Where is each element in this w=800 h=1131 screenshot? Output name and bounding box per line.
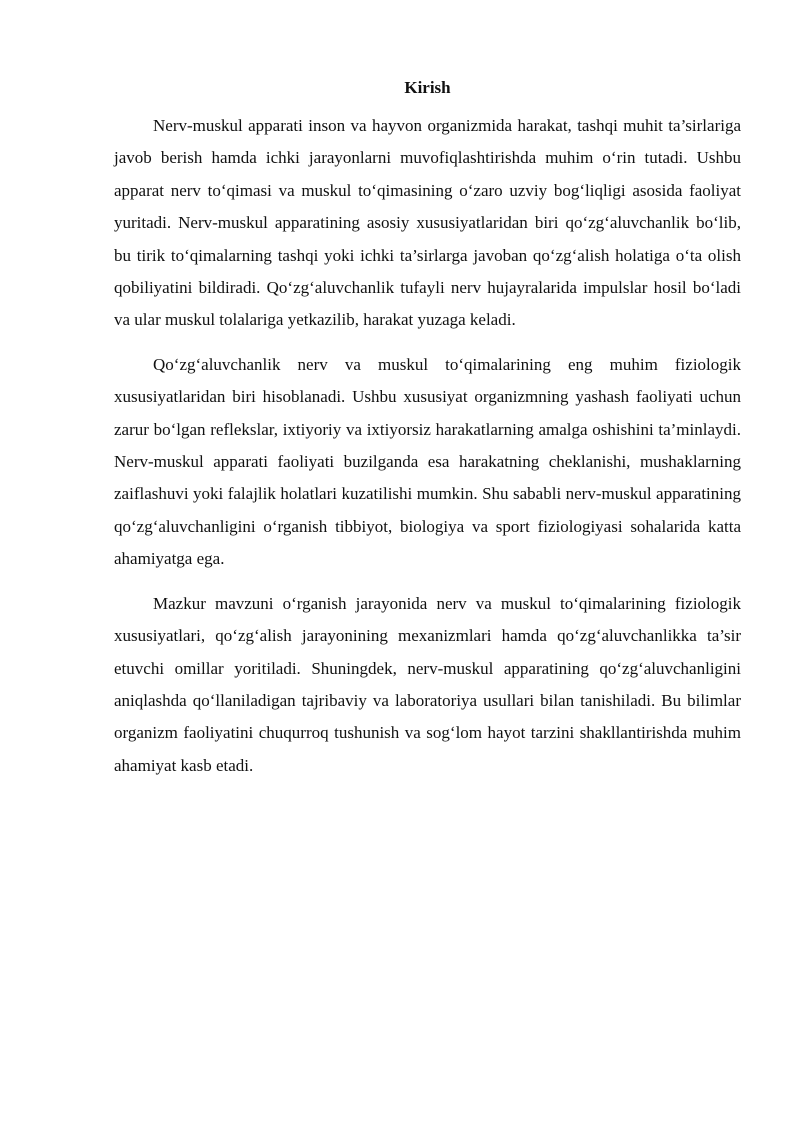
paragraph-2: Qo‘zg‘aluvchanlik nerv va muskul to‘qimalarining eng muhim fiziologik xususiyatlaridan biri hisoblanadi. Ushbu xususiyat organizmning yashash faoliyati uchun zarur bo‘lgan reflekslar, ixtiyoriy va ixtiyorsiz harakatlarning amalga oshishini ta’minlaydi. Nerv-muskul apparati faoliyati buzilganda esa harakatning cheklanishi, mushaklarning zaiflashuvi yoki falajlik holatlari kuzatilishi mumkin. Shu sababli nerv-muskul apparatining qo‘zg‘aluvchanligini o‘rganish tibbiyot, biologiya va sport fiziologiyasi sohalarida katta ahamiyatga ega. (114, 354, 741, 569)
page-title: Kirish (404, 78, 451, 97)
document-body (114, 72, 741, 794)
paragraph-3: Mazkur mavzuni o‘rganish jarayonida nerv va muskul to‘qimalarining fiziologik xususiyatlari, qo‘zg‘alish jarayonining mexanizmlari hamda qo‘zg‘aluvchanlikka ta’sir etuvchi omillar yoritiladi. Shuningdek, nerv-muskul apparatining qo‘zg‘aluvchanligini aniqlashda qo‘llaniladigan tajribaviy va laboratoriya usullari bilan tanishiladi. Bu bilimlar organizm faoliyatini chuqurroq tushunish va sog‘lom hayot tarzini shakllantirishda muhim ahamiyat kasb etadi. (114, 593, 741, 775)
paragraph-1: Nerv-muskul apparati inson va hayvon organizmida harakat, tashqi muhit ta’sirlariga javob berish hamda ichki jarayonlarni muvofiqlashtirishda muhim o‘rin tutadi. Ushbu apparat nerv to‘qimasi va muskul to‘qimasining o‘zaro uzviy bog‘liqligi asosida faoliyat yuritadi. Nerv-muskul apparatining asosiy xususiyatlaridan biri qo‘zg‘aluvchanlik bo‘lib, bu tirik to‘qimalarning tashqi yoki ichki ta’sirlarga javoban qo‘zg‘alish holatiga o‘ta olish qobiliyatini bildiradi. Qo‘zg‘aluvchanlik tufayli nerv hujayralarida impulslar hosil bo‘ladi va ular muskul tolalariga yetkazilib, harakat yuzaga keladi. (114, 116, 741, 330)
